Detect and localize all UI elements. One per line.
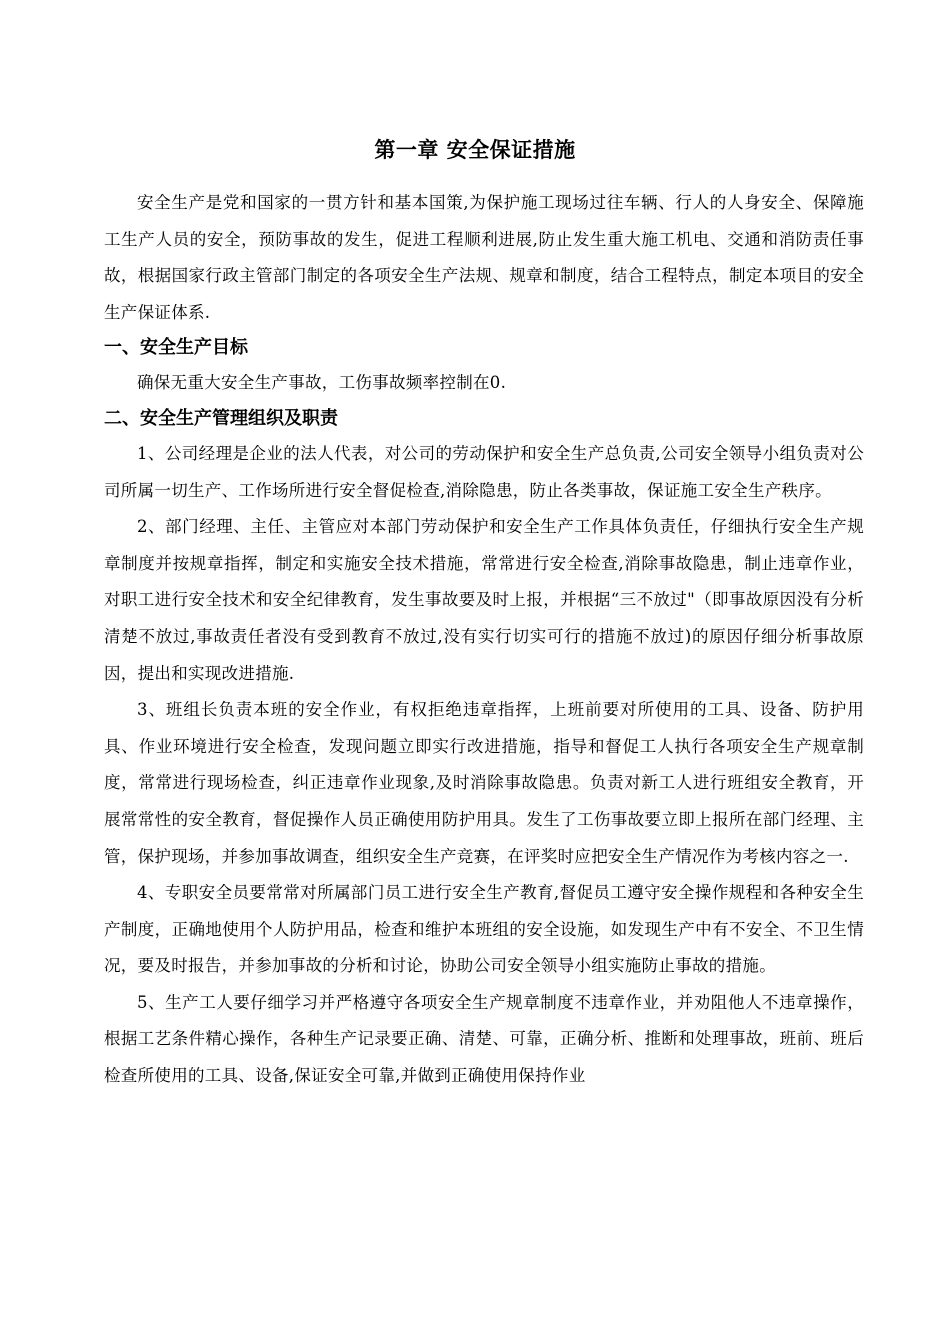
intro-paragraph: 安全生产是党和国家的一贯方针和基本国策,为保护施工现场过往车辆、行人的人身安全、保障施工生产人员的安全，预防事故的发生，促进工程顺利进展,防止发生重大施工机电、交通和消防责任事故，根据国家行政主管部门制定的各项安全生产法规、规章和制度，结合工程特点，制定本项目的安全生产保证体系. [104,193,864,322]
section-heading-safety-goal: 一、安全生产目标 [104,337,248,359]
duty-item-2: 2、部门经理、主任、主管应对本部门劳动保护和安全生产工作具体负责任，仔细执行安全生产规章制度并按规章指挥，制定和实施安全技术措施，常常进行安全检查,消除事故隐患，制止违章作业，对职工进行安全技术和安全纪律教育，发生事故要及时上报，并根据“三不放过"（即事故原因没有分析清楚不放过,事故责任者没有受到教育不放过,没有实行切实可行的措施不放过)的原因仔细分析事故原因，提出和实现改进措施. [104,517,864,683]
duty-item-4: 4、专职安全员要常常对所属部门员工进行安全生产教育,督促员工遵守安全操作规程和各种安全生产制度，正确地使用个人防护用品，检查和维护本班组的安全设施，如发现生产中有不安全、不卫生情况，要及时报告，并参加事故的分析和讨论，协助公司安全领导小组实施防止事故的措施。 [104,883,864,976]
section-heading-organization: 二、安全生产管理组织及职责 [104,407,338,429]
chapter-title: 第一章 安全保证措施 [374,137,576,162]
duty-item-1: 1、公司经理是企业的法人代表，对公司的劳动保护和安全生产总负责,公司安全领导小组负责对公司所属一切生产、工作场所进行安全督促检查,消除隐患，防止各类事故，保证施工安全生产秩序。 [104,443,864,500]
safety-goal-paragraph: 确保无重大安全生产事故，工伤事故频率控制在0. [137,373,507,393]
document-body [104,185,864,1095]
duty-item-5: 5、生产工人要仔细学习并严格遵守各项安全生产规章制度不违章作业，并劝阻他人不违章操作，根据工艺条件精心操作，各种生产记录要正确、清楚、可靠，正确分析、推断和处理事故，班前、班后检查所使用的工具、设备,保证安全可靠,并做到正确使用保持作业 [104,992,864,1086]
duty-item-3: 3、班组长负责本班的安全作业，有权拒绝违章指挥，上班前要对所使用的工具、设备、防护用具、作业环境进行安全检查，发现问题立即实行改进措施，指导和督促工人执行各项安全生产规章制度，常常进行现场检查，纠正违章作业现象,及时消除事故隐患。负责对新工人进行班组安全教育，开展常常性的安全教育，督促操作人员正确使用防护用具。发生了工伤事故要立即上报所在部门经理、主管，保护现场，并参加事故调查，组织安全生产竞赛，在评奖时应把安全生产情况作为考核内容之一. [104,700,864,866]
